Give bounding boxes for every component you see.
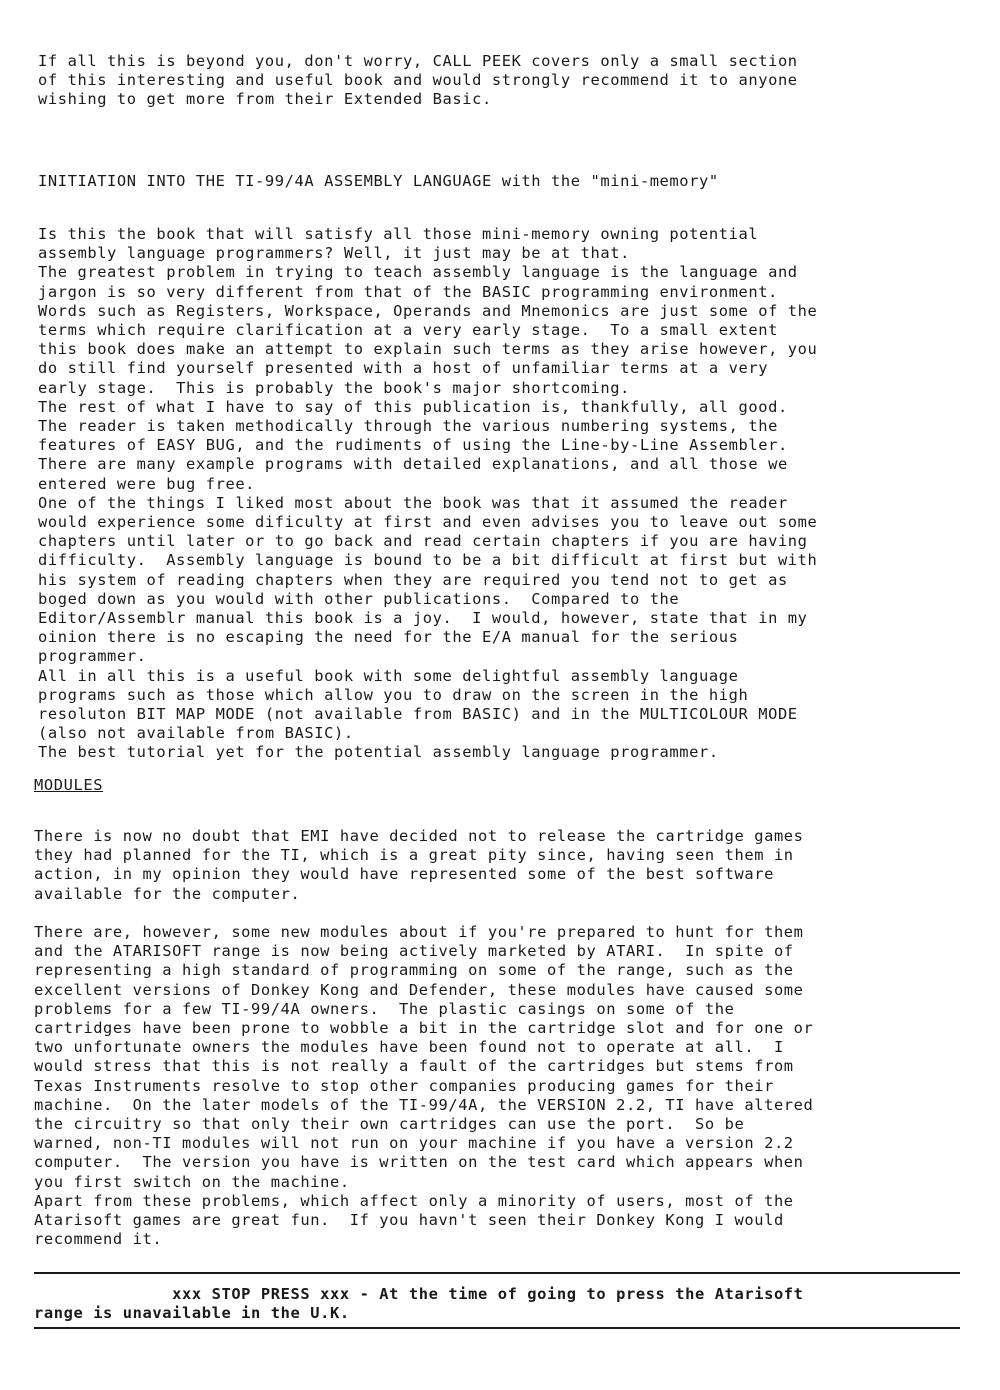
- stop-press-notice: xxx STOP PRESS xxx - At the time of going to press the Atarisoft range is unavailable in the U.K.: [34, 1285, 804, 1323]
- book-review-text: Is this the book that will satisfy all those mini-memory owning potential assembly language programmers? Well, it just may be at that. The greatest problem in trying to teach assembly language is the language and jargon is so very different from that of the BASIC programming environment. Words such as Registers, Workspace, Operands and Mnemonics are just some of the terms which require clarification at a very early stage. To a small extent this book does make an attempt to explain such terms as they arise however, you do still find yourself presented with a host of unfamiliar terms at a very early stage. This is probably the book's major shortcoming. The rest of what I have to say of this publication is, thankfully, all good. The reader is taken methodically through the various numbering systems, the features of EASY BUG, and the rudiments of using the Line-by-Line Assembler. There are many example programs with detailed explanations, and all those we entered were bug free. One of the things I liked most about the book was that it assumed the reader would experience some dificulty at first and even advises you to leave out some chapters until later or to go back and read certain chapters if you are having difficulty. Assembly language is bound to be a bit difficult at first but with his system of reading chapters when they are required you tend not to get as boged down as you would with other publications. Compared to the Editor/Assemblr manual this book is a joy. I would, however, state that in my oinion there is no escaping the need for the E/A manual for the serious programmer. All in all this is a useful book with some delightful assembly language programs such as those which allow you to draw on the screen in the high resoluton BIT MAP MODE (not available from BASIC) and in the MULTICOLOUR MODE (also not available from BASIC). The best tutorial yet for the potential assembly language programmer.: [38, 225, 818, 762]
- stop-press-bottom-rule: [34, 1327, 960, 1329]
- section-heading-initiation: INITIATION INTO THE TI-99/4A ASSEMBLY LANGUAGE with the "mini-memory": [38, 172, 719, 190]
- modules-paragraph-atarisoft: There are, however, some new modules about if you're prepared to hunt for them and the ATARISOFT range is now being actively marketed by ATARI. In spite of representing a high standard of programming on some of the range, such as the excellent versions of Donkey Kong and Defender, these modules have caused some problems for a few TI-99/4A owners. The plastic casings on some of the cartridges have been prone to wobble a bit in the cartridge slot and for one or two unfortunate owners the modules have been found not to operate at all. I would stress that this is not really a fault of the cartridges but stems from Texas Instruments resolve to stop other companies producing games for their machine. On the later models of the TI-99/4A, the VERSION 2.2, TI have altered the circuitry so that only their own cartridges can use the port. So be warned, non-TI modules will not run on your machine if you have a version 2.2 computer. The version you have is written on the test card which appears when you first switch on the machine. Apart from these problems, which affect only a minority of users, most of the Atarisoft games are great fun. If you havn't seen their Donkey Kong I would recommend it.: [34, 923, 814, 1249]
- intro-paragraph: If all this is beyond you, don't worry, CALL PEEK covers only a small section of this interesting and useful book and would strongly recommend it to anyone wishing to get more from their Extended Basic.: [38, 52, 798, 109]
- modules-paragraph-emi: There is now no doubt that EMI have decided not to release the cartridge games they had planned for the TI, which is a great pity since, having seen them in action, in my opinion they would have represented some of the best software available for the computer.: [34, 827, 804, 903]
- stop-press-top-rule: [34, 1272, 960, 1274]
- section-heading-modules: MODULES: [34, 776, 104, 794]
